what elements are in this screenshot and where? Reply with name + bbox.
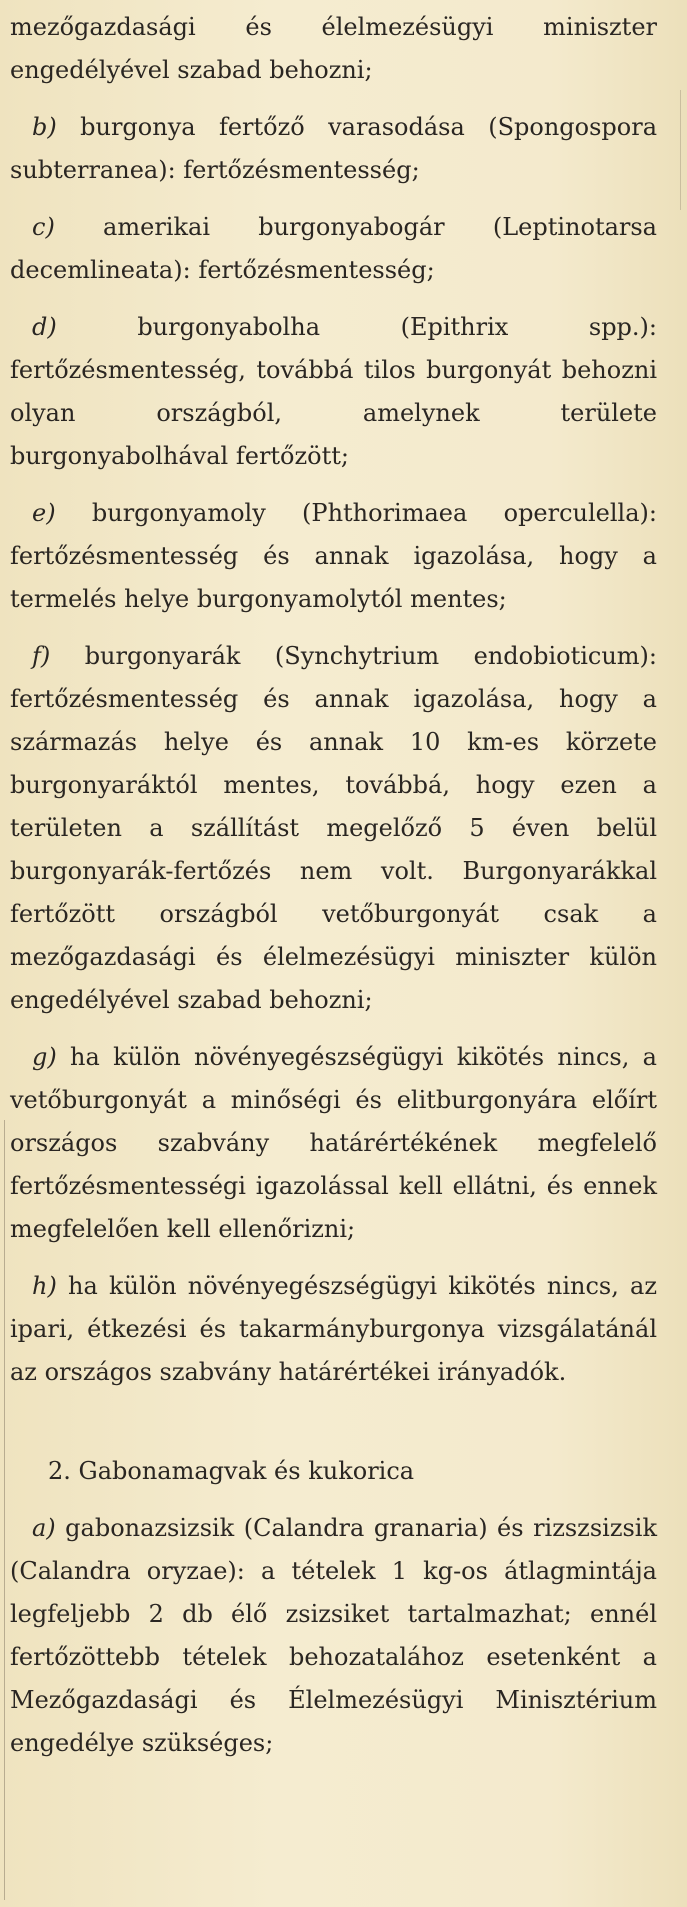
paragraph-d [10,306,657,478]
paragraph-text: burgonya fertőző varasodása (Spongospora subterranea): fertőzésmentesség; [10,113,657,184]
paragraph-text: burgonyamoly (Phthorimaea operculella): fertőzésmentesség és annak igazolása, hogy a termelés helye burgonyamolytól mentes; [10,499,657,613]
paragraph-g [10,1036,657,1251]
item-label: b) [32,113,57,141]
paragraph-text: burgonyabolha (Epithrix spp.): fertőzésmentesség, továbbá tilos burgonyát behozni olyan országból, amelynek területe burgonyabolhával fertőzött; [10,313,657,470]
item-label: g) [32,1043,57,1071]
paragraph-text: amerikai burgonyabogár (Leptinotarsa decemlineata): fertőzésmentesség; [10,213,657,284]
paragraph-b [10,106,657,192]
paragraph-text: ha külön növényegészségügyi kikötés nincs, az ipari, étkezési és takarmányburgonya vizsgálatánál az országos szabvány határértékei irányadók. [10,1272,657,1386]
paragraph-c [10,206,657,292]
item-label: e) [32,499,56,527]
item-label: d) [32,313,57,341]
paragraph-f [10,635,657,1022]
item-label: f) [32,642,51,670]
paragraph-continuation [10,6,657,92]
item-label: c) [32,213,55,241]
paragraph-2a [10,1507,657,1765]
item-label: h) [32,1272,57,1300]
section-heading: 2. Gabonamagvak és kukorica [48,1457,415,1485]
paragraph-text: mezőgazdasági és élelmezésügyi miniszter engedélyével szabad behozni; [10,13,657,84]
paragraph-text: gabonazsizsik (Calandra granaria) és rizszsizsik (Calandra oryzae): a tételek 1 kg-os átlagmintája legfeljebb 2 db élő zsizsiket tartalmazhat; ennél fertőzöttebb tételek behozatalához esetenként a Mezőgazdasági és Élelmezésügyi Minisztérium engedélye szükséges; [10,1514,657,1757]
margin-line-right [680,90,681,210]
paragraph-text: burgonyarák (Synchytrium endobioticum): fertőzésmentesség és annak igazolása, hogy a származás helye és annak 10 km-es körzete burgonyaráktól mentes, továbbá, hogy ezen a területen a szállítást megelőző 5 éven belül burgonyarák-fertőzés nem volt. Burgonyarákkal fertőzött országból vetőburgonyát csak a mezőgazdasági és élelmezésügyi miniszter külön engedélyével szabad behozni; [10,642,657,1014]
paragraph-h [10,1265,657,1394]
margin-line [4,1120,5,1900]
paragraph-e [10,492,657,621]
item-label: a) [32,1514,56,1542]
paragraph-text: ha külön növényegészségügyi kikötés nincs, a vetőburgonyát a minőségi és elitburgonyára előírt országos szabvány határértékének megfelelő fertőzésmentességi igazolással kell ellátni, és ennek megfelelően kell ellenőrizni; [10,1043,657,1243]
